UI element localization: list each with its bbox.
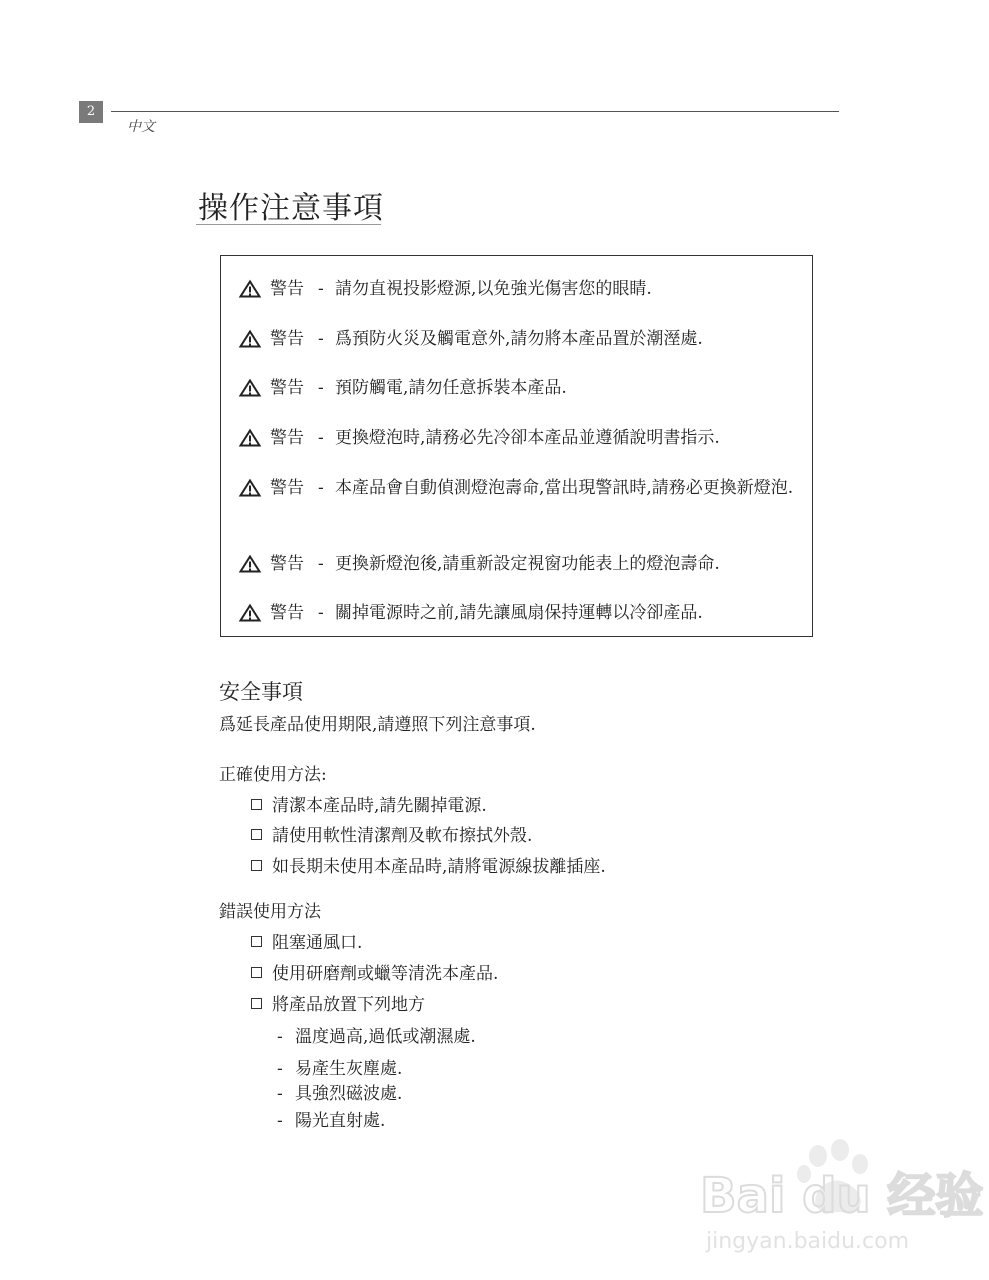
correct-usage-heading: 正確使用方法: — [219, 765, 327, 785]
list-item — [251, 990, 425, 1015]
checkbox-icon — [251, 967, 262, 978]
sub-list-item-text: 溫度過高,過低或潮濕處. — [295, 1027, 476, 1047]
warning-label: 警告 — [270, 329, 304, 349]
list-item — [251, 852, 606, 877]
checkbox-icon — [251, 860, 262, 871]
safety-section-title: 安全事項 — [219, 680, 303, 704]
warning-label: 警告 — [270, 279, 304, 299]
sub-list-item-text: 陽光直射處. — [295, 1111, 386, 1131]
warning-dash: - — [318, 554, 324, 574]
checkbox-icon — [251, 998, 262, 1009]
warning-triangle-icon — [239, 280, 261, 298]
list-item — [251, 821, 532, 846]
list-item — [251, 791, 487, 816]
warning-label: 警告 — [270, 554, 304, 574]
sub-list-item: - 易產生灰塵處. — [277, 1059, 403, 1079]
warning-box — [220, 255, 813, 637]
list-item-text: 清潔本產品時,請先關掉電源. — [272, 796, 487, 816]
warning-text: 更換燈泡時,請務必先冷卻本產品並遵循說明書指示. — [335, 428, 720, 448]
title-underline — [196, 224, 381, 225]
wrong-usage-heading: 錯誤使用方法 — [219, 902, 321, 922]
page-title: 操作注意事項 — [198, 191, 384, 226]
warning-triangle-icon — [239, 479, 261, 497]
warning-dash: - — [318, 603, 324, 623]
warning-dash: - — [318, 329, 324, 349]
warning-label: 警告 — [270, 378, 304, 398]
sub-list-item: - 溫度過高,過低或潮濕處. — [277, 1027, 476, 1047]
warning-dash: - — [318, 378, 324, 398]
header-rule — [111, 111, 839, 112]
list-item — [251, 959, 498, 984]
list-item-text: 阻塞通風口. — [272, 933, 363, 953]
warning-text: 爲預防火災及觸電意外,請勿將本產品置於潮溼處. — [335, 329, 703, 349]
warning-label: 警告 — [270, 603, 304, 623]
warning-text: 本產品會自動偵測燈泡壽命,當出現警訊時,請務必更換新燈泡. — [335, 478, 794, 498]
warning-text: 請勿直視投影燈源,以免強光傷害您的眼睛. — [335, 279, 652, 299]
warning-label: 警告 — [270, 478, 304, 498]
warning-dash: - — [318, 428, 324, 448]
sub-list-item-text: 具強烈磁波處. — [295, 1084, 403, 1104]
sub-list-item-text: 易產生灰塵處. — [295, 1059, 403, 1079]
warning-dash: - — [318, 279, 324, 299]
checkbox-icon — [251, 829, 262, 840]
baidu-watermark — [700, 1130, 984, 1260]
watermark-url: jingyan.baidu.com — [706, 1229, 910, 1254]
page-number: 2 — [79, 101, 103, 123]
checkbox-icon — [251, 936, 262, 947]
safety-intro: 爲延長產品使用期限,請遵照下列注意事項. — [219, 715, 536, 735]
warning-triangle-icon — [239, 604, 261, 622]
watermark-logo-text: Bai du 经验 — [700, 1168, 984, 1224]
warning-text: 預防觸電,請勿任意拆裝本產品. — [335, 378, 567, 398]
warning-triangle-icon — [239, 379, 261, 397]
warning-text: 關掉電源時之前,請先讓風扇保持運轉以冷卻產品. — [335, 603, 703, 623]
header-language: 中文 — [127, 119, 155, 135]
warning-triangle-icon — [239, 330, 261, 348]
warning-label: 警告 — [270, 428, 304, 448]
warning-dash: - — [318, 478, 324, 498]
list-item-text: 使用研磨劑或蠟等清洗本產品. — [272, 964, 499, 984]
list-item-text: 請使用軟性清潔劑及軟布擦拭外殼. — [272, 826, 533, 846]
checkbox-icon — [251, 799, 262, 810]
sub-list-item: - 具強烈磁波處. — [277, 1084, 403, 1104]
sub-list-item: - 陽光直射處. — [277, 1111, 386, 1131]
warning-triangle-icon — [239, 555, 261, 573]
list-item-text: 如長期未使用本產品時,請將電源線拔離插座. — [272, 857, 606, 877]
warning-triangle-icon — [239, 429, 261, 447]
warning-text: 更換新燈泡後,請重新設定視窗功能表上的燈泡壽命. — [335, 554, 720, 574]
list-item — [251, 928, 362, 953]
list-item-text: 將產品放置下列地方 — [272, 995, 425, 1015]
